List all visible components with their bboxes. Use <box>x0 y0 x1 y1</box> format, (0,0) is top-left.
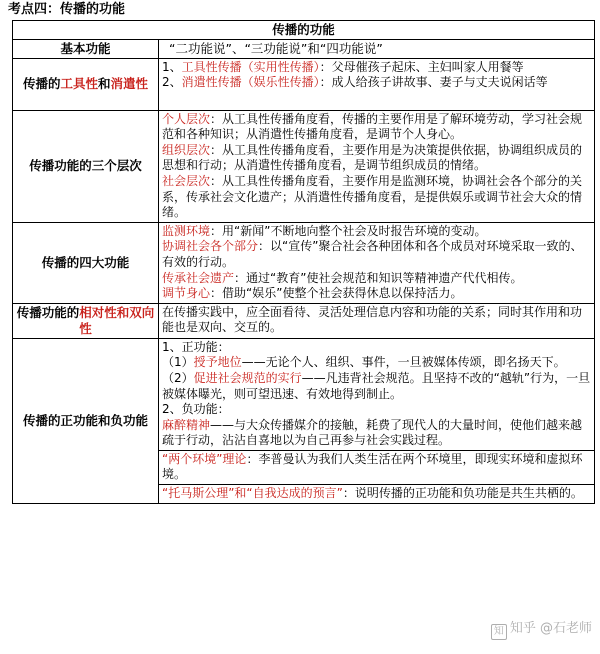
label-highlight: 工具性 <box>60 76 98 92</box>
row-label-relativity <box>13 303 159 338</box>
term-highlight: 协调社会各个部分 <box>162 239 259 254</box>
table-title-row <box>13 21 595 40</box>
row-label-four-functions: 传播的四大功能 <box>13 222 159 303</box>
row-label-three-levels: 传播功能的三个层次 <box>13 110 159 222</box>
term-highlight: 社会层次 <box>162 173 211 188</box>
label-part: 传播功能的 <box>16 304 80 320</box>
watermark-text: 知乎 @石老师 <box>509 621 592 636</box>
table-row <box>13 110 595 222</box>
list-item: 1、正功能： <box>162 339 230 354</box>
list-item: 2、消遣性传播（娱乐性传播）：成人给孩子讲故事、妻子与丈夫说闲话等 <box>162 75 548 90</box>
zhihu-logo-icon: 知 <box>491 624 507 640</box>
label-highlight: 消遣性 <box>110 76 149 92</box>
table-row <box>13 303 595 338</box>
table-header-row <box>13 40 595 59</box>
term-highlight: 组织层次 <box>162 142 211 157</box>
row-content <box>159 58 595 110</box>
label-part: 和 <box>98 76 111 92</box>
list-item: 监测环境：用“新闻”不断地向整个社会及时报告环境的变动。 <box>162 223 487 238</box>
page-heading: 考点四：传播的功能 <box>8 2 126 17</box>
list-item: （1）授予地位——无论个人、组织、事件，一旦被媒体传颂，即名扬天下。 <box>162 355 566 370</box>
table-title: 传播的功能 <box>13 21 595 40</box>
list-item: 协调社会各个部分：以“宣传”聚合社会各种团体和各个成员对环境采取一致的、有效的行动。 <box>162 239 583 269</box>
row-content <box>159 222 595 303</box>
row-content: “两个环境”理论：李普曼认为我们人类生活在两个环境里，即现实环境和虚拟环境。 <box>159 450 595 484</box>
function-table <box>12 20 595 504</box>
term-highlight: 个人层次 <box>162 111 211 126</box>
header-right: “二功能说”、“三功能说”和“四功能说” <box>159 40 595 59</box>
label-part: 传播的 <box>22 76 61 92</box>
list-item: 麻醉精神——与大众传播媒介的接触，耗费了现代人的大量时间，使他们越来越疏于行动，沾沾自喜地以为自己再参与社会实践过程。 <box>162 417 583 448</box>
term-highlight: “两个环境”理论 <box>162 451 247 466</box>
list-item: 1、工具性传播（实用性传播）：父母催孩子起床、主妇叫家人用餐等 <box>162 59 524 74</box>
term-highlight: 传承社会遗产 <box>162 270 235 285</box>
term-highlight: 调节身心 <box>162 286 211 301</box>
term-highlight: “托马斯公理”和“自我达成的预言” <box>162 486 343 501</box>
watermark <box>491 617 592 640</box>
list-item: 调节身心：借助“娱乐”使整个社会获得休息以保持活力。 <box>162 286 463 301</box>
term-highlight: 监测环境 <box>162 223 211 238</box>
row-label-positive-negative: 传播的正功能和负功能 <box>13 338 159 503</box>
row-content <box>159 110 595 222</box>
header-left: 基本功能 <box>13 40 159 59</box>
list-item: 传承社会遗产：通过“教育”使社会规范和知识等精神遗产代代相传。 <box>162 270 523 285</box>
list-item: 组织层次：从工具性传播角度看，主要作用是为决策提供依据，协调组织成员的思想和行动；从消遣性传播角度看，是调节组织成员的情绪。 <box>162 142 583 173</box>
term-highlight: 促进社会规范的实行 <box>193 370 302 385</box>
row-label-tool-leisure <box>13 58 159 110</box>
row-content: “托马斯公理”和“自我达成的预言”：说明传播的正功能和负功能是共生共栖的。 <box>159 485 595 504</box>
table-row <box>13 222 595 303</box>
term-highlight: 授予地位 <box>193 355 242 370</box>
table-row <box>13 58 595 110</box>
term-highlight: 工具性传播（实用性传播） <box>181 59 320 74</box>
list-item: 2、负功能： <box>162 402 230 417</box>
row-content <box>159 338 595 450</box>
term-highlight: 消遣性传播（娱乐性传播） <box>181 75 320 90</box>
list-item: 个人层次：从工具性传播角度看，传播的主要作用是了解环境劳动，学习社会规范和各种知识；从消遣性传播角度看，是调节个人身心。 <box>162 111 583 142</box>
list-item: 社会层次：从工具性传播角度看，主要作用是监测环境，协调社会各个部分的关系，传承社会文化遗产；从消遣性传播角度看，是提供娱乐或调节社会大众的情绪。 <box>162 173 583 220</box>
row-content: 在传播实践中，应全面看待、灵活处理信息内容和功能的关系；同时其作用和功能也是双向、交互的。 <box>159 303 595 338</box>
label-highlight: 相对性和双向性 <box>79 304 155 336</box>
list-item: （2）促进社会规范的实行——凡违背社会规范。且坚持不改的“越轨”行为，一旦被媒体曝光，则可望迅速、有效地得到制止。 <box>162 370 591 401</box>
term-highlight: 麻醉精神 <box>162 417 211 432</box>
table-row <box>13 338 595 450</box>
